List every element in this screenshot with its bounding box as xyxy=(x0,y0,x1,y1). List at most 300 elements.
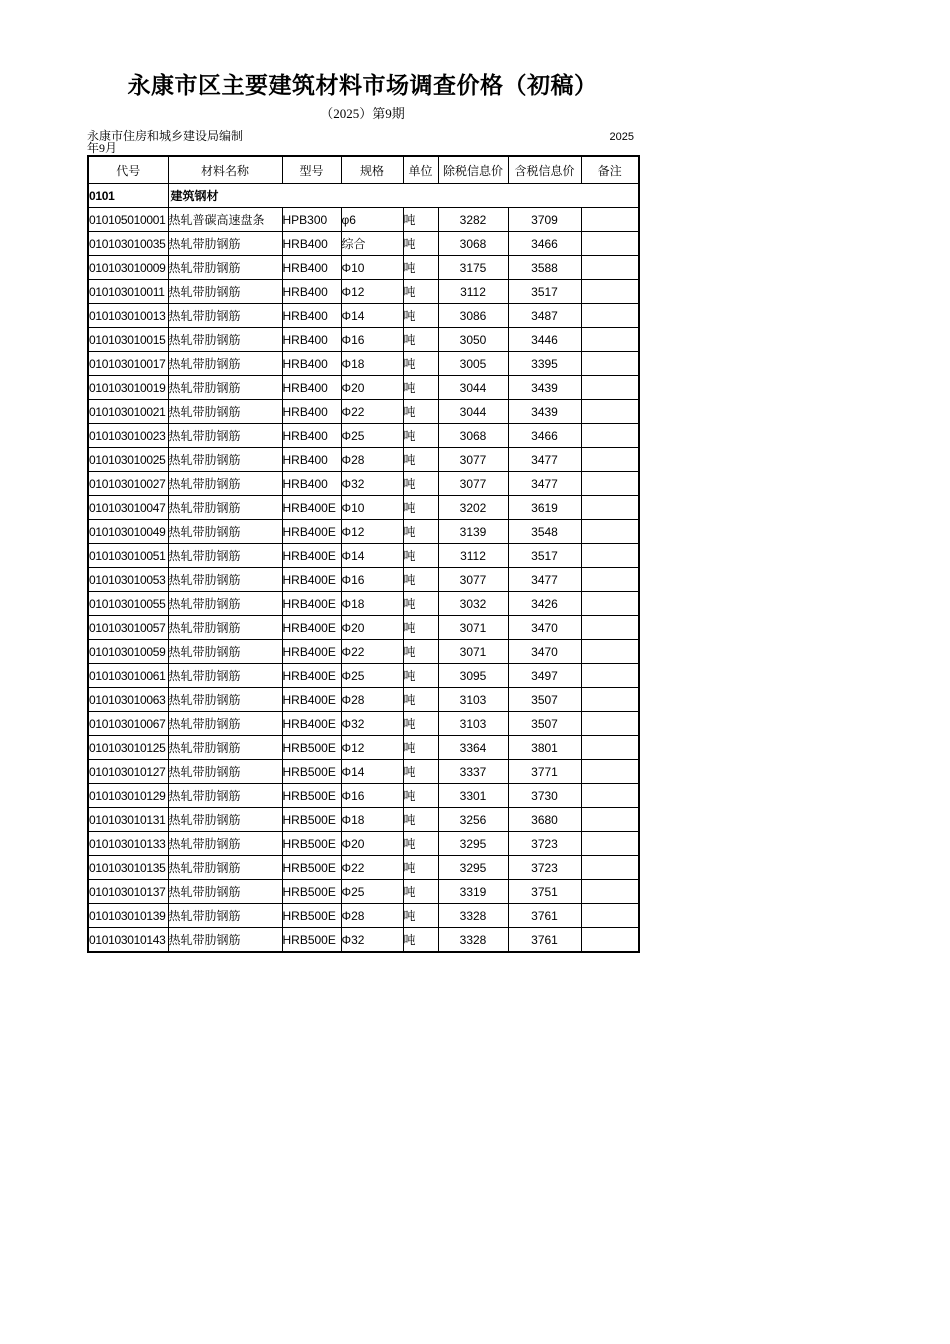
cell-price-ex-tax: 3112 xyxy=(438,544,508,568)
cell-code: 010103010061 xyxy=(88,664,168,688)
cell-price-ex-tax: 3071 xyxy=(438,616,508,640)
compile-month: 年9月 xyxy=(87,141,118,155)
cell-price-inc-tax: 3709 xyxy=(508,208,581,232)
cell-material-name: 热轧带肋钢筋 xyxy=(168,232,282,256)
cell-code: 010103010057 xyxy=(88,616,168,640)
cell-code: 010103010013 xyxy=(88,304,168,328)
section-code: 0101 xyxy=(88,184,168,208)
cell-price-inc-tax: 3761 xyxy=(508,904,581,928)
cell-spec: Φ14 xyxy=(341,544,403,568)
cell-material-name: 热轧带肋钢筋 xyxy=(168,256,282,280)
cell-price-ex-tax: 3071 xyxy=(438,640,508,664)
table-row xyxy=(88,808,639,832)
cell-model: HRB400E xyxy=(282,520,341,544)
cell-code: 010103010063 xyxy=(88,688,168,712)
table-row xyxy=(88,832,639,856)
cell-price-inc-tax: 3619 xyxy=(508,496,581,520)
cell-unit: 吨 xyxy=(403,640,438,664)
cell-price-ex-tax: 3077 xyxy=(438,448,508,472)
cell-price-inc-tax: 3517 xyxy=(508,280,581,304)
cell-model: HRB400 xyxy=(282,424,341,448)
cell-unit: 吨 xyxy=(403,856,438,880)
cell-unit: 吨 xyxy=(403,280,438,304)
table-row xyxy=(88,232,639,256)
cell-note xyxy=(581,376,639,400)
cell-note xyxy=(581,328,639,352)
cell-code: 010103010015 xyxy=(88,328,168,352)
cell-material-name: 热轧带肋钢筋 xyxy=(168,376,282,400)
cell-note xyxy=(581,736,639,760)
cell-code: 010103010025 xyxy=(88,448,168,472)
cell-spec: Φ12 xyxy=(341,736,403,760)
table-row xyxy=(88,304,639,328)
table-row xyxy=(88,856,639,880)
cell-code: 010103010023 xyxy=(88,424,168,448)
cell-unit: 吨 xyxy=(403,448,438,472)
cell-model: HRB500E xyxy=(282,880,341,904)
table-row xyxy=(88,472,639,496)
table-row xyxy=(88,736,639,760)
cell-model: HRB500E xyxy=(282,736,341,760)
cell-code: 010103010137 xyxy=(88,880,168,904)
cell-spec: Φ32 xyxy=(341,712,403,736)
cell-price-ex-tax: 3364 xyxy=(438,736,508,760)
cell-note xyxy=(581,784,639,808)
cell-material-name: 热轧带肋钢筋 xyxy=(168,736,282,760)
cell-note xyxy=(581,304,639,328)
cell-code: 010103010067 xyxy=(88,712,168,736)
table-row xyxy=(88,520,639,544)
cell-code: 010103010019 xyxy=(88,376,168,400)
cell-price-inc-tax: 3470 xyxy=(508,616,581,640)
cell-price-ex-tax: 3175 xyxy=(438,256,508,280)
cell-spec: Φ28 xyxy=(341,904,403,928)
cell-unit: 吨 xyxy=(403,208,438,232)
cell-price-inc-tax: 3466 xyxy=(508,232,581,256)
cell-material-name: 热轧带肋钢筋 xyxy=(168,280,282,304)
cell-code: 010103010055 xyxy=(88,592,168,616)
cell-material-name: 热轧带肋钢筋 xyxy=(168,592,282,616)
cell-material-name: 热轧带肋钢筋 xyxy=(168,880,282,904)
table-row xyxy=(88,640,639,664)
cell-price-ex-tax: 3295 xyxy=(438,856,508,880)
cell-spec: Φ22 xyxy=(341,400,403,424)
cell-note xyxy=(581,712,639,736)
cell-note xyxy=(581,688,639,712)
table-row xyxy=(88,688,639,712)
cell-material-name: 热轧带肋钢筋 xyxy=(168,472,282,496)
cell-spec: Φ10 xyxy=(341,496,403,520)
cell-note xyxy=(581,640,639,664)
cell-spec: Φ14 xyxy=(341,304,403,328)
cell-material-name: 热轧带肋钢筋 xyxy=(168,544,282,568)
cell-model: HRB400E xyxy=(282,664,341,688)
cell-spec: Φ16 xyxy=(341,568,403,592)
cell-unit: 吨 xyxy=(403,832,438,856)
cell-spec: Φ25 xyxy=(341,664,403,688)
cell-unit: 吨 xyxy=(403,808,438,832)
cell-price-ex-tax: 3282 xyxy=(438,208,508,232)
cell-spec: Φ14 xyxy=(341,760,403,784)
cell-spec: Φ32 xyxy=(341,472,403,496)
cell-unit: 吨 xyxy=(403,496,438,520)
cell-model: HPB300 xyxy=(282,208,341,232)
table-row xyxy=(88,928,639,953)
cell-note xyxy=(581,472,639,496)
section-name: 建筑钢材 xyxy=(168,184,639,208)
cell-model: HRB400 xyxy=(282,280,341,304)
cell-spec: φ6 xyxy=(341,208,403,232)
cell-material-name: 热轧带肋钢筋 xyxy=(168,520,282,544)
cell-price-inc-tax: 3771 xyxy=(508,760,581,784)
document-sheet xyxy=(87,70,638,953)
cell-price-inc-tax: 3439 xyxy=(508,376,581,400)
cell-code: 010103010127 xyxy=(88,760,168,784)
cell-note xyxy=(581,496,639,520)
cell-note xyxy=(581,520,639,544)
cell-unit: 吨 xyxy=(403,880,438,904)
cell-price-inc-tax: 3801 xyxy=(508,736,581,760)
cell-code: 010103010143 xyxy=(88,928,168,953)
table-row xyxy=(88,256,639,280)
cell-unit: 吨 xyxy=(403,928,438,953)
cell-model: HRB400 xyxy=(282,232,341,256)
table-row xyxy=(88,616,639,640)
cell-unit: 吨 xyxy=(403,688,438,712)
table-row xyxy=(88,904,639,928)
cell-note xyxy=(581,424,639,448)
cell-material-name: 热轧带肋钢筋 xyxy=(168,640,282,664)
column-header: 型号 xyxy=(282,156,341,184)
compile-year: 2025 xyxy=(609,131,634,143)
cell-note xyxy=(581,592,639,616)
compiler-info xyxy=(87,130,638,154)
cell-price-ex-tax: 3044 xyxy=(438,400,508,424)
cell-spec: Φ22 xyxy=(341,856,403,880)
table-row xyxy=(88,760,639,784)
cell-material-name: 热轧带肋钢筋 xyxy=(168,304,282,328)
cell-model: HRB400 xyxy=(282,304,341,328)
cell-note xyxy=(581,856,639,880)
cell-model: HRB400E xyxy=(282,592,341,616)
cell-code: 010103010035 xyxy=(88,232,168,256)
table-row xyxy=(88,424,639,448)
cell-unit: 吨 xyxy=(403,616,438,640)
cell-material-name: 热轧带肋钢筋 xyxy=(168,328,282,352)
cell-price-ex-tax: 3256 xyxy=(438,808,508,832)
cell-spec: Φ22 xyxy=(341,640,403,664)
cell-material-name: 热轧带肋钢筋 xyxy=(168,904,282,928)
cell-unit: 吨 xyxy=(403,568,438,592)
table-row xyxy=(88,664,639,688)
cell-price-inc-tax: 3477 xyxy=(508,472,581,496)
cell-code: 010103010129 xyxy=(88,784,168,808)
cell-code: 010105010001 xyxy=(88,208,168,232)
cell-note xyxy=(581,448,639,472)
cell-note xyxy=(581,904,639,928)
cell-price-ex-tax: 3337 xyxy=(438,760,508,784)
cell-model: HRB400 xyxy=(282,256,341,280)
cell-model: HRB500E xyxy=(282,904,341,928)
cell-material-name: 热轧带肋钢筋 xyxy=(168,832,282,856)
compiler-name: 永康市住房和城乡建设局编制 xyxy=(87,129,244,143)
column-header: 备注 xyxy=(581,156,639,184)
cell-note xyxy=(581,808,639,832)
column-header: 单位 xyxy=(403,156,438,184)
cell-unit: 吨 xyxy=(403,328,438,352)
cell-material-name: 热轧带肋钢筋 xyxy=(168,856,282,880)
cell-code: 010103010011 xyxy=(88,280,168,304)
cell-spec: Φ16 xyxy=(341,784,403,808)
cell-price-inc-tax: 3680 xyxy=(508,808,581,832)
table-row xyxy=(88,352,639,376)
cell-model: HRB400 xyxy=(282,376,341,400)
cell-material-name: 热轧带肋钢筋 xyxy=(168,712,282,736)
issue-label: （2025）第9期 xyxy=(320,106,405,121)
cell-model: HRB400E xyxy=(282,496,341,520)
cell-spec: Φ25 xyxy=(341,880,403,904)
cell-material-name: 热轧带肋钢筋 xyxy=(168,424,282,448)
cell-code: 010103010027 xyxy=(88,472,168,496)
cell-code: 010103010049 xyxy=(88,520,168,544)
cell-price-inc-tax: 3446 xyxy=(508,328,581,352)
cell-price-ex-tax: 3068 xyxy=(438,424,508,448)
cell-unit: 吨 xyxy=(403,352,438,376)
cell-code: 010103010017 xyxy=(88,352,168,376)
cell-spec: Φ32 xyxy=(341,928,403,953)
cell-price-inc-tax: 3723 xyxy=(508,856,581,880)
cell-price-inc-tax: 3439 xyxy=(508,400,581,424)
cell-price-inc-tax: 3466 xyxy=(508,424,581,448)
compiler-block xyxy=(87,130,243,154)
cell-price-ex-tax: 3077 xyxy=(438,568,508,592)
cell-note xyxy=(581,760,639,784)
cell-model: HRB400E xyxy=(282,616,341,640)
cell-spec: Φ20 xyxy=(341,616,403,640)
column-header: 除税信息价 xyxy=(438,156,508,184)
cell-note xyxy=(581,208,639,232)
cell-material-name: 热轧普碳高速盘条 xyxy=(168,208,282,232)
cell-code: 010103010053 xyxy=(88,568,168,592)
cell-spec: Φ18 xyxy=(341,808,403,832)
cell-spec: Φ10 xyxy=(341,256,403,280)
cell-unit: 吨 xyxy=(403,592,438,616)
cell-spec: Φ18 xyxy=(341,352,403,376)
cell-note xyxy=(581,832,639,856)
cell-unit: 吨 xyxy=(403,376,438,400)
cell-model: HRB400E xyxy=(282,544,341,568)
cell-unit: 吨 xyxy=(403,304,438,328)
cell-note xyxy=(581,352,639,376)
cell-note xyxy=(581,256,639,280)
cell-price-inc-tax: 3761 xyxy=(508,928,581,953)
cell-price-inc-tax: 3470 xyxy=(508,640,581,664)
cell-model: HRB400 xyxy=(282,352,341,376)
cell-model: HRB500E xyxy=(282,928,341,953)
cell-price-inc-tax: 3426 xyxy=(508,592,581,616)
cell-material-name: 热轧带肋钢筋 xyxy=(168,928,282,953)
cell-unit: 吨 xyxy=(403,472,438,496)
table-row xyxy=(88,784,639,808)
cell-price-ex-tax: 3032 xyxy=(438,592,508,616)
cell-unit: 吨 xyxy=(403,544,438,568)
cell-unit: 吨 xyxy=(403,736,438,760)
cell-model: HRB500E xyxy=(282,832,341,856)
cell-model: HRB400E xyxy=(282,640,341,664)
cell-price-inc-tax: 3730 xyxy=(508,784,581,808)
table-row xyxy=(88,712,639,736)
cell-unit: 吨 xyxy=(403,424,438,448)
table-row xyxy=(88,280,639,304)
cell-code: 010103010009 xyxy=(88,256,168,280)
cell-spec: Φ20 xyxy=(341,376,403,400)
cell-unit: 吨 xyxy=(403,232,438,256)
cell-unit: 吨 xyxy=(403,784,438,808)
cell-model: HRB400 xyxy=(282,328,341,352)
cell-price-ex-tax: 3005 xyxy=(438,352,508,376)
cell-price-inc-tax: 3507 xyxy=(508,688,581,712)
cell-model: HRB400E xyxy=(282,712,341,736)
cell-unit: 吨 xyxy=(403,760,438,784)
cell-price-inc-tax: 3723 xyxy=(508,832,581,856)
cell-price-ex-tax: 3328 xyxy=(438,904,508,928)
cell-spec: Φ12 xyxy=(341,520,403,544)
cell-price-inc-tax: 3477 xyxy=(508,568,581,592)
cell-model: HRB400E xyxy=(282,688,341,712)
section-row xyxy=(88,184,639,208)
cell-note xyxy=(581,880,639,904)
cell-price-inc-tax: 3497 xyxy=(508,664,581,688)
cell-model: HRB400 xyxy=(282,400,341,424)
table-body xyxy=(88,184,639,953)
cell-code: 010103010133 xyxy=(88,832,168,856)
cell-code: 010103010131 xyxy=(88,808,168,832)
cell-spec: Φ28 xyxy=(341,448,403,472)
cell-price-ex-tax: 3095 xyxy=(438,664,508,688)
cell-note xyxy=(581,544,639,568)
page-title: 永康市区主要建筑材料市场调查价格（初稿） xyxy=(127,73,598,98)
cell-model: HRB500E xyxy=(282,808,341,832)
cell-model: HRB500E xyxy=(282,784,341,808)
cell-price-ex-tax: 3103 xyxy=(438,712,508,736)
cell-material-name: 热轧带肋钢筋 xyxy=(168,760,282,784)
cell-price-ex-tax: 3068 xyxy=(438,232,508,256)
table-row xyxy=(88,544,639,568)
cell-unit: 吨 xyxy=(403,904,438,928)
cell-price-inc-tax: 3487 xyxy=(508,304,581,328)
cell-unit: 吨 xyxy=(403,664,438,688)
cell-material-name: 热轧带肋钢筋 xyxy=(168,784,282,808)
table-row xyxy=(88,568,639,592)
cell-price-ex-tax: 3112 xyxy=(438,280,508,304)
cell-code: 010103010059 xyxy=(88,640,168,664)
cell-price-inc-tax: 3751 xyxy=(508,880,581,904)
cell-unit: 吨 xyxy=(403,256,438,280)
cell-price-ex-tax: 3044 xyxy=(438,376,508,400)
cell-unit: 吨 xyxy=(403,520,438,544)
cell-price-ex-tax: 3103 xyxy=(438,688,508,712)
cell-note xyxy=(581,928,639,953)
cell-price-ex-tax: 3202 xyxy=(438,496,508,520)
cell-material-name: 热轧带肋钢筋 xyxy=(168,568,282,592)
header-row xyxy=(88,156,639,184)
column-header: 材料名称 xyxy=(168,156,282,184)
cell-note xyxy=(581,664,639,688)
cell-note xyxy=(581,232,639,256)
cell-code: 010103010135 xyxy=(88,856,168,880)
cell-material-name: 热轧带肋钢筋 xyxy=(168,664,282,688)
cell-price-ex-tax: 3328 xyxy=(438,928,508,953)
cell-model: HRB400E xyxy=(282,568,341,592)
cell-model: HRB400 xyxy=(282,472,341,496)
cell-price-ex-tax: 3295 xyxy=(438,832,508,856)
cell-model: HRB400 xyxy=(282,448,341,472)
table-row xyxy=(88,592,639,616)
cell-material-name: 热轧带肋钢筋 xyxy=(168,352,282,376)
cell-price-inc-tax: 3517 xyxy=(508,544,581,568)
cell-price-inc-tax: 3477 xyxy=(508,448,581,472)
cell-price-ex-tax: 3086 xyxy=(438,304,508,328)
column-header: 代号 xyxy=(88,156,168,184)
cell-note xyxy=(581,280,639,304)
cell-code: 010103010139 xyxy=(88,904,168,928)
cell-material-name: 热轧带肋钢筋 xyxy=(168,448,282,472)
cell-unit: 吨 xyxy=(403,712,438,736)
cell-price-ex-tax: 3139 xyxy=(438,520,508,544)
cell-price-ex-tax: 3301 xyxy=(438,784,508,808)
cell-code: 010103010051 xyxy=(88,544,168,568)
table-row xyxy=(88,880,639,904)
cell-material-name: 热轧带肋钢筋 xyxy=(168,400,282,424)
cell-material-name: 热轧带肋钢筋 xyxy=(168,496,282,520)
cell-note xyxy=(581,616,639,640)
table-row xyxy=(88,448,639,472)
cell-code: 010103010021 xyxy=(88,400,168,424)
cell-spec: 综合 xyxy=(341,232,403,256)
cell-model: HRB500E xyxy=(282,760,341,784)
cell-spec: Φ20 xyxy=(341,832,403,856)
cell-material-name: 热轧带肋钢筋 xyxy=(168,616,282,640)
cell-price-inc-tax: 3507 xyxy=(508,712,581,736)
cell-unit: 吨 xyxy=(403,400,438,424)
cell-note xyxy=(581,568,639,592)
price-table xyxy=(87,155,640,953)
table-row xyxy=(88,376,639,400)
cell-note xyxy=(581,400,639,424)
cell-model: HRB500E xyxy=(282,856,341,880)
cell-spec: Φ16 xyxy=(341,328,403,352)
column-header: 规格 xyxy=(341,156,403,184)
cell-price-inc-tax: 3588 xyxy=(508,256,581,280)
cell-spec: Φ28 xyxy=(341,688,403,712)
cell-price-ex-tax: 3050 xyxy=(438,328,508,352)
cell-price-ex-tax: 3077 xyxy=(438,472,508,496)
cell-price-inc-tax: 3395 xyxy=(508,352,581,376)
cell-spec: Φ18 xyxy=(341,592,403,616)
cell-code: 010103010047 xyxy=(88,496,168,520)
cell-material-name: 热轧带肋钢筋 xyxy=(168,688,282,712)
cell-material-name: 热轧带肋钢筋 xyxy=(168,808,282,832)
table-row xyxy=(88,400,639,424)
table-row xyxy=(88,208,639,232)
cell-spec: Φ12 xyxy=(341,280,403,304)
table-row xyxy=(88,328,639,352)
cell-code: 010103010125 xyxy=(88,736,168,760)
cell-price-inc-tax: 3548 xyxy=(508,520,581,544)
cell-price-ex-tax: 3319 xyxy=(438,880,508,904)
table-row xyxy=(88,496,639,520)
column-header: 含税信息价 xyxy=(508,156,581,184)
